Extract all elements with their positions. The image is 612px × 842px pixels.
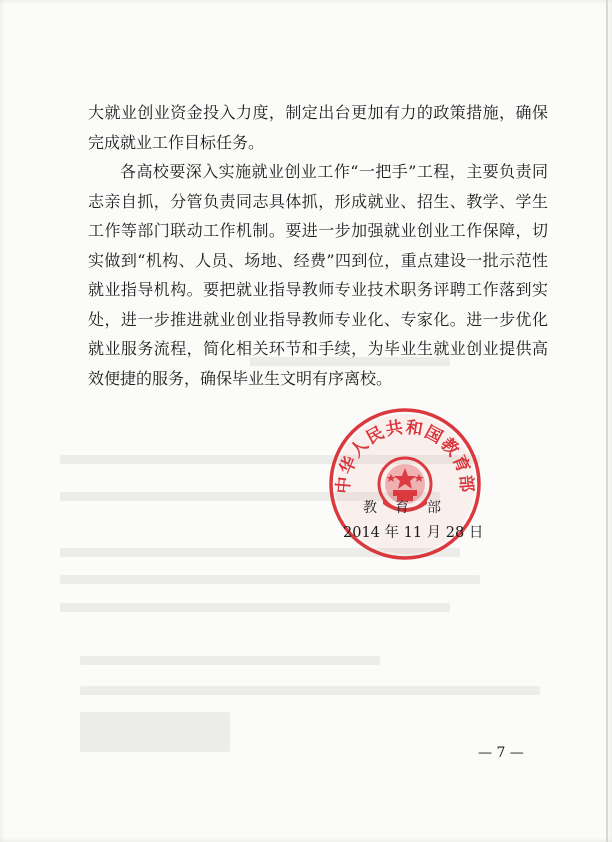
show-through-mark xyxy=(60,575,480,584)
page-edge xyxy=(606,0,608,842)
paragraph: 大就业创业资金投入力度，制定出台更加有力的政策措施，确保完成就业工作目标任务。 xyxy=(88,103,548,152)
issuer-name: 教育部 xyxy=(363,500,459,516)
show-through-mark xyxy=(80,656,380,665)
svg-text:中华人民共和国教育部: 中华人民共和国教育部 xyxy=(333,417,477,495)
show-through-mark xyxy=(60,603,450,612)
document-body xyxy=(88,98,548,393)
document-date: 2014 年 11 月 28 日 xyxy=(343,525,484,541)
show-through-mark xyxy=(80,712,230,752)
paragraph: 各高校要深入实施就业创业工作“一把手”工程，主要负责同志亲自抓，分管负责同志具体抓，形成就业、招生、教学、学生工作等部门联动工作机制。要进一步加强就业创业工作保障，切实做到“机构、人员、场地、经费”四到位，重点建设一批示范性就业指导机构。要把就业指导教师专业技术职务评聘工作落到实处，进一步推进就业创业指导教师专业化、专家化。进一步优化就业服务流程，简化相关环节和手续，为毕业生就业创业提供高效便捷的服务，确保毕业生文明有序离校。 xyxy=(88,162,548,388)
page-number: — 7 — xyxy=(478,745,524,761)
show-through-mark xyxy=(80,686,540,695)
